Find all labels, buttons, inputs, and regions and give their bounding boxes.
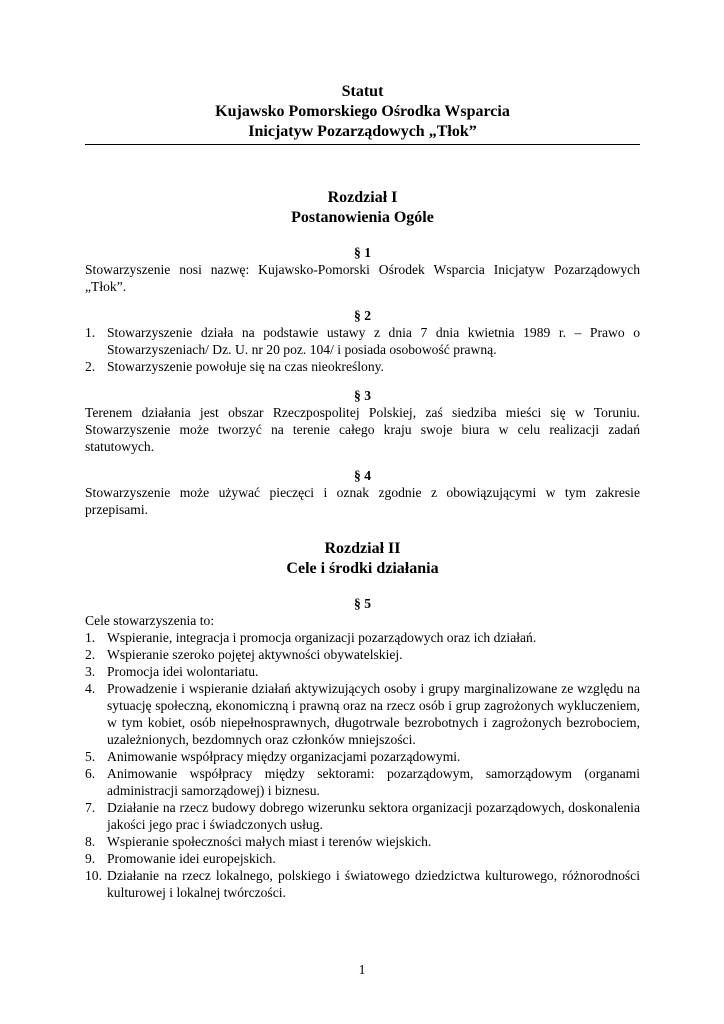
list-item bbox=[85, 680, 640, 748]
chapter-1-heading bbox=[85, 188, 640, 228]
paragraph-5-label: § 5 bbox=[354, 596, 371, 611]
list-item-number: 8. bbox=[85, 834, 96, 849]
list-item bbox=[85, 765, 640, 799]
list-item bbox=[85, 748, 640, 765]
list-item bbox=[85, 799, 640, 833]
list-item bbox=[85, 867, 640, 901]
list-item-text: Wspieranie społeczności małych miast i terenów wiejskich. bbox=[107, 834, 432, 849]
list-item-text: Wspieranie, integracja i promocja organizacji pozarządowych oraz ich działań. bbox=[107, 630, 537, 645]
list-item-number: 9. bbox=[85, 851, 96, 866]
chapter-2-subtitle: Cele i środki działania bbox=[286, 560, 439, 577]
paragraph-5-intro: Cele stowarzyszenia to: bbox=[85, 613, 215, 628]
document-title bbox=[85, 82, 640, 145]
list-item-text: Stowarzyszenie działa na podstawie ustawy z dnia 7 dnia kwietnia 1989 r. – Prawo o Stowarzyszeniach/ Dz. U. nr 20 poz. 104/ i posiada osobowość prawną. bbox=[107, 325, 640, 357]
chapter-2-title: Rozdział II bbox=[324, 540, 401, 557]
list-item-text: Promowanie idei europejskich. bbox=[107, 851, 276, 866]
list-item-text: Prowadzenie i wspieranie działań aktywizujących osoby i grupy marginalizowane ze względu na sytuację społeczną, ekonomiczną i prawną oraz na rzecz osób i grup zagrożonych wykluczeniem, w tym kobiet, osób niepełnosprawnych, długotrwale bezrobotnych i zagrożonych bezrobociem, uzależnionych, bezdomnych oraz członków mniejszości. bbox=[107, 681, 640, 747]
list-item bbox=[85, 324, 640, 358]
list-item bbox=[85, 663, 640, 680]
paragraph-5-list bbox=[85, 629, 640, 901]
list-item-number: 1. bbox=[85, 325, 96, 340]
list-item-text: Animowanie współpracy między sektorami: pozarządowym, samorządowym (organami administracji samorządowej) i biznesu. bbox=[107, 766, 640, 798]
list-item-text: Stowarzyszenie powołuje się na czas nieokreślony. bbox=[107, 359, 384, 374]
paragraph-1-text: Stowarzyszenie nosi nazwę: Kujawsko-Pomorski Ośrodek Wsparcia Inicjatyw Pozarządowych „Tłok”. bbox=[85, 262, 640, 294]
list-item-number: 2. bbox=[85, 359, 96, 374]
list-item-text: Działanie na rzecz lokalnego, polskiego i światowego dziedzictwa kulturowego, różnorodności kulturowej i lokalnej twórczości. bbox=[107, 868, 640, 900]
paragraph-4-text: Stowarzyszenie może używać pieczęci i oznak zgodnie z obowiązującymi w tym zakresie przepisami. bbox=[85, 485, 640, 517]
list-item-number: 4. bbox=[85, 681, 96, 696]
list-item bbox=[85, 646, 640, 663]
document-page bbox=[85, 82, 640, 901]
list-item-text: Wspieranie szeroko pojętej aktywności obywatelskiej. bbox=[107, 647, 403, 662]
list-item-number: 1. bbox=[85, 630, 96, 645]
chapter-1-subtitle: Postanowienia Ogóle bbox=[291, 209, 434, 226]
list-item bbox=[85, 629, 640, 646]
list-item bbox=[85, 850, 640, 867]
page-number: 1 bbox=[358, 962, 366, 977]
paragraph-2-label: § 2 bbox=[354, 308, 371, 323]
list-item bbox=[85, 358, 640, 375]
list-item-number: 2. bbox=[85, 647, 96, 662]
list-item-number: 3. bbox=[85, 664, 96, 679]
list-item-number: 6. bbox=[85, 766, 96, 781]
chapter-1-title: Rozdział I bbox=[327, 189, 398, 206]
paragraph-3-text: Terenem działania jest obszar Rzeczpospolitej Polskiej, zaś siedziba mieści się w Toruniu. Stowarzyszenie może tworzyć na terenie całego kraju swoje biura w celu realizacji zadań statutowych. bbox=[85, 405, 640, 454]
list-item-text: Promocja idei wolontariatu. bbox=[107, 664, 259, 679]
paragraph-2-list bbox=[85, 324, 640, 375]
paragraph-1-label: § 1 bbox=[354, 245, 371, 260]
chapter-2-heading bbox=[85, 539, 640, 579]
list-item bbox=[85, 833, 640, 850]
list-item-number: 10. bbox=[85, 868, 102, 883]
list-item-number: 5. bbox=[85, 749, 96, 764]
list-item-number: 7. bbox=[85, 800, 96, 815]
title-line-2: Kujawsko Pomorskiego Ośrodka Wsparcia bbox=[215, 103, 510, 120]
paragraph-3-label: § 3 bbox=[354, 388, 371, 403]
paragraph-4-label: § 4 bbox=[354, 468, 371, 483]
title-line-1: Statut bbox=[341, 83, 384, 100]
list-item-text: Animowanie współpracy między organizacjami pozarządowymi. bbox=[107, 749, 461, 764]
list-item-text: Działanie na rzecz budowy dobrego wizerunku sektora organizacji pozarządowych, doskonalenia jakości jego prac i świadczonych usług. bbox=[107, 800, 640, 832]
title-line-3: Inicjatyw Pozarządowych „Tłok” bbox=[248, 123, 477, 140]
